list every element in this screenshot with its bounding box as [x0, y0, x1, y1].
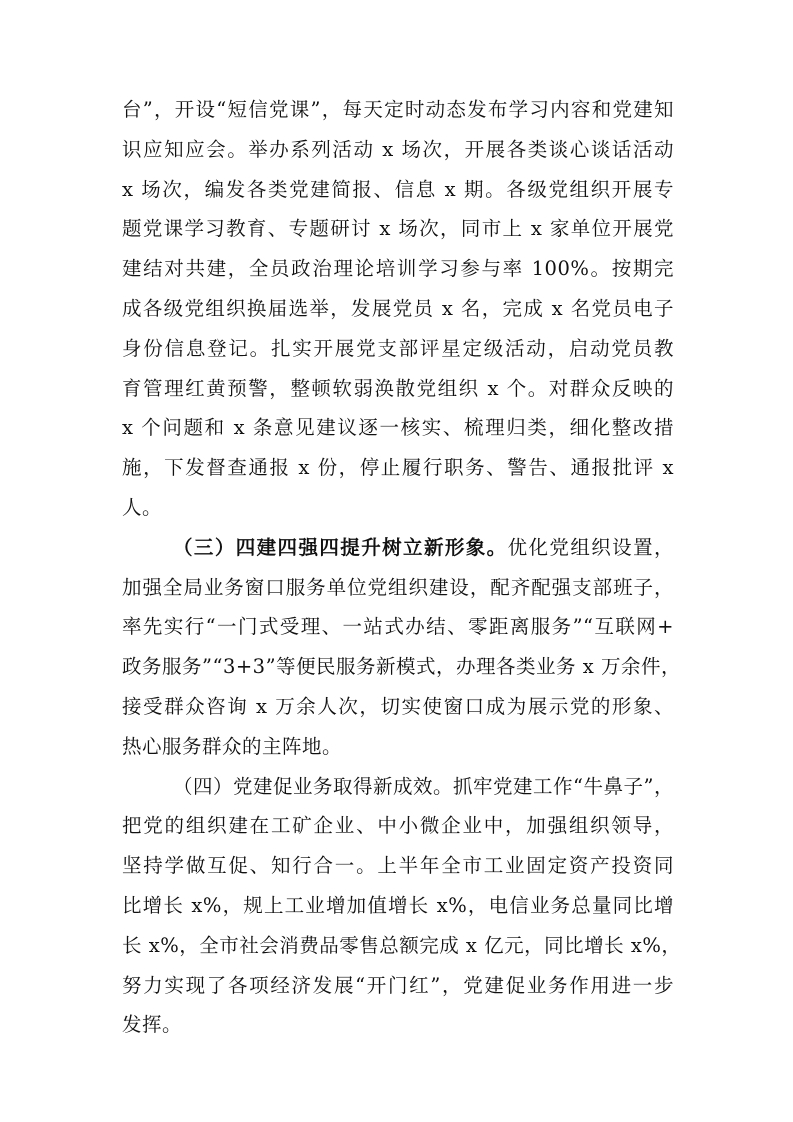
text-line: 坚持学做互促、知行合一。上半年全市工业固定资产投资同 [122, 854, 674, 878]
text-line: 台”，开设“短信党课”，每天定时动态发布学习内容和党建知 [122, 98, 674, 121]
text-line: 发挥。 [122, 1013, 183, 1037]
document-body [122, 90, 682, 1045]
text-line: 把党的组织建在工矿企业、中小微企业中，加强组织领导， [122, 814, 674, 838]
text-line: 率先实行“一门式受理、一站式办结、零距离服务”“互联网+ [122, 615, 674, 639]
section-heading: （四）党建促业务取得新成效。 [173, 774, 454, 798]
text-line: 育管理红黄预警，整顿软弱涣散党组织 x 个。对群众反映的 [122, 376, 674, 400]
text-line: 比增长 x%，规上工业增加值增长 x%，电信业务总量同比增 [122, 893, 674, 917]
section-text: 抓牢党建工作“牛鼻子”， [453, 774, 674, 798]
text-line: 加强全局业务窗口服务单位党组织建设，配齐配强支部班子， [122, 575, 674, 599]
section-first-line [122, 767, 674, 807]
text-line: 热心服务群众的主阵地。 [122, 734, 343, 758]
section-four [122, 767, 682, 1046]
text-line: 努力实现了各项经济发展“开门红”，党建促业务作用进一步 [122, 973, 674, 997]
text-line: 政务服务”“3+3”等便民服务新模式，办理各类业务 x 万余件， [122, 655, 681, 679]
text-line: 施，下发督查通报 x 份，停止履行职务、警告、通报批评 x [122, 456, 674, 480]
text-line: x 个问题和 x 条意见建议逐一核实、梳理归类，细化整改措 [122, 416, 674, 440]
section-three [122, 528, 681, 767]
text-line: 成各级党组织换届选举，发展党员 x 名，完成 x 名党员电子 [122, 296, 674, 320]
text-line: 识应知应会。举办系列活动 x 场次，开展各类谈心谈话活动 [122, 137, 674, 161]
text-line: 身份信息登记。扎实开展党支部评星定级活动，启动党员教 [122, 336, 674, 360]
paragraph-continuation [122, 90, 674, 528]
text-line: x 场次，编发各类党建简报、信息 x 期。各级党组织开展专 [122, 177, 674, 201]
section-first-line [122, 528, 674, 568]
text-line: 接受群众咨询 x 万余人次，切实使窗口成为展示党的形象、 [122, 694, 674, 718]
section-heading: （三）四建四强四提升树立新形象。 [173, 535, 508, 559]
text-line: 人。 [122, 495, 163, 519]
text-line: 题党课学习教育、专题研讨 x 场次，同市上 x 家单位开展党 [122, 217, 674, 241]
section-text: 优化党组织设置， [507, 535, 674, 559]
text-line: 长 x%，全市社会消费品零售总额完成 x 亿元，同比增长 x%， [122, 933, 682, 957]
text-line: 建结对共建，全员政治理论培训学习参与率 100%。按期完 [122, 257, 674, 281]
